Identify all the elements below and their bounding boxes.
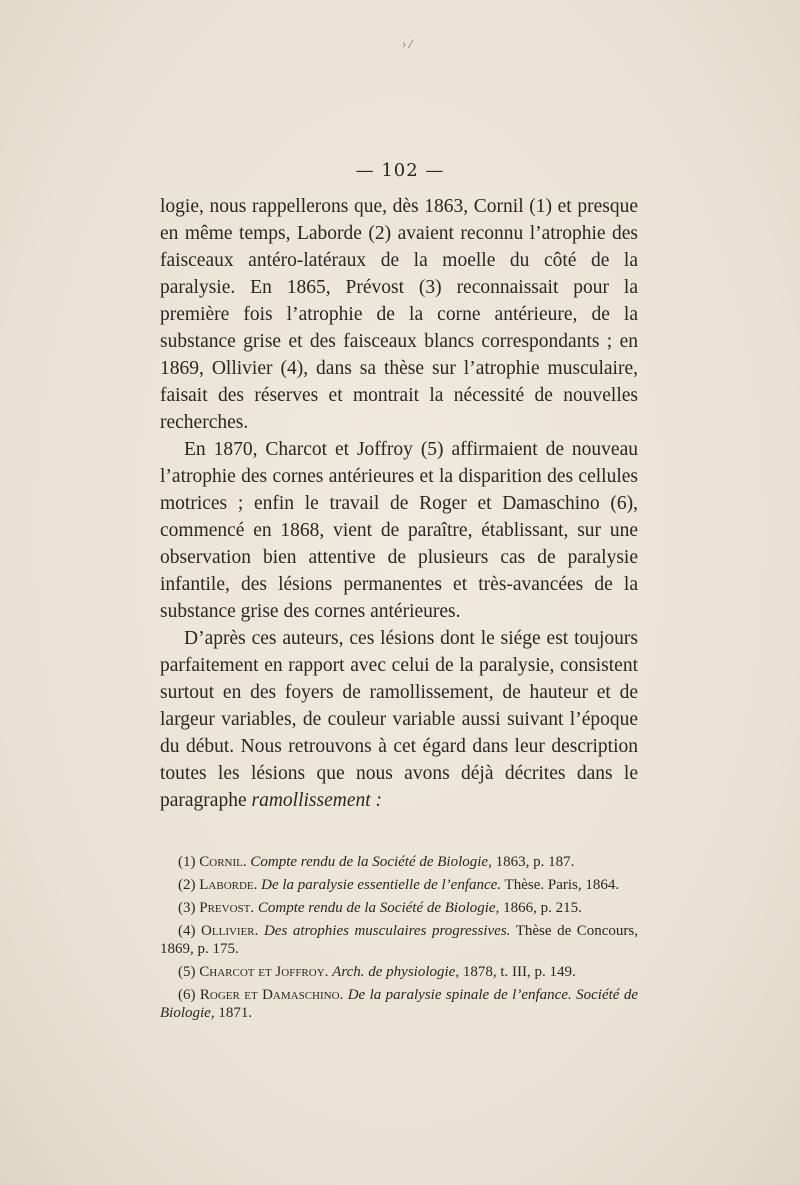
footnote-2: (2) Laborde. De la paralysie essentielle de l’enfance. Thèse. Paris, 1864.: [178, 877, 620, 893]
page-number: — 102 —: [355, 160, 445, 181]
footnotes: [160, 853, 638, 1027]
stray-mark: › ⁄: [402, 38, 412, 51]
footnote-author: Ollivier.: [201, 923, 259, 939]
footnote-1: (1) Cornil. Compte rendu de la Société de Biologie, 1863, p. 187.: [178, 854, 575, 870]
footnote-title: Arch. de physiologie,: [332, 964, 460, 980]
footnote-5: (5) Charcot et Joffroy. Arch. de physiologie, 1878, t. III, p. 149.: [178, 964, 576, 980]
footnote-title: Des atrophies musculaires progressives.: [263, 923, 511, 939]
footnote-title: De la paralysie essentielle de l’enfance.: [261, 877, 502, 893]
paragraph-3: [160, 625, 638, 814]
body-text: [160, 193, 638, 814]
footnote-author: Laborde.: [199, 877, 258, 893]
paragraph-1: logie, nous rappellerons que, dès 1863, Cornil (1) et presque en même temps, Laborde (2) avaient reconnu l’atrophie des faisceaux antéro-latéraux de la moelle du côté de la paralysie. En 1865, Prévost (3) reconnaissait pour la première fois l’atrophie de la corne antérieure, de la substance grise et des faisceaux blancs correspondants ; en 1869, Ollivier (4), dans sa thèse sur l’atrophie musculaire, faisait des réserves et montrait la nécessité de nouvelles recherches.: [160, 196, 638, 433]
footnote-author: Roger et Damaschino.: [199, 987, 344, 1003]
footnote-3: (3) Prevost. Compte rendu de la Société de Biologie, 1866, p. 215.: [178, 900, 582, 916]
footnote-6: (6) Roger et Damaschino. De la paralysie spinale de l’enfance. Société de Biologie, 1871.: [160, 987, 638, 1021]
footnote-title: Compte rendu de la Société de Biologie,: [257, 900, 500, 916]
paragraph-2: En 1870, Charcot et Joffroy (5) affirmaient de nouveau l’atrophie des cornes antérieures et la disparition des cellules motrices ; enfin le travail de Roger et Damaschino (6), commencé en 1868, vient de paraître, établissant, sur une observation bien attentive de plusieurs cas de paralysie infantile, des lésions permanentes et très-avancées de la substance grise des cornes antérieures.: [160, 439, 638, 622]
footnote-author: Cornil.: [199, 854, 247, 870]
footnote-author: Charcot et Joffroy.: [199, 964, 329, 980]
footnote-title: De la paralysie spinale de l’enfance. Société de Biologie,: [160, 987, 638, 1021]
footnote-author: Prevost.: [199, 900, 255, 916]
paragraph-3-emphasis: ramollissement :: [251, 790, 383, 811]
footnote-4: (4) Ollivier. Des atrophies musculaires progressives. Thèse de Concours, 1869, p. 175.: [160, 923, 639, 957]
paragraph-3-text: D’après ces auteurs, ces lésions dont le siége est toujours parfaitement en rapport avec celui de la paralysie, consistent surtout en des foyers de ramollissement, de hauteur et de largeur variables, de couleur variable aussi suivant l’époque du début. Nous retrouvons à cet égard dans leur description toutes les lésions que nous avons déjà décrites dans le paragraphe: [160, 628, 638, 811]
footnote-title: Compte rendu de la Société de Biologie,: [250, 854, 492, 870]
